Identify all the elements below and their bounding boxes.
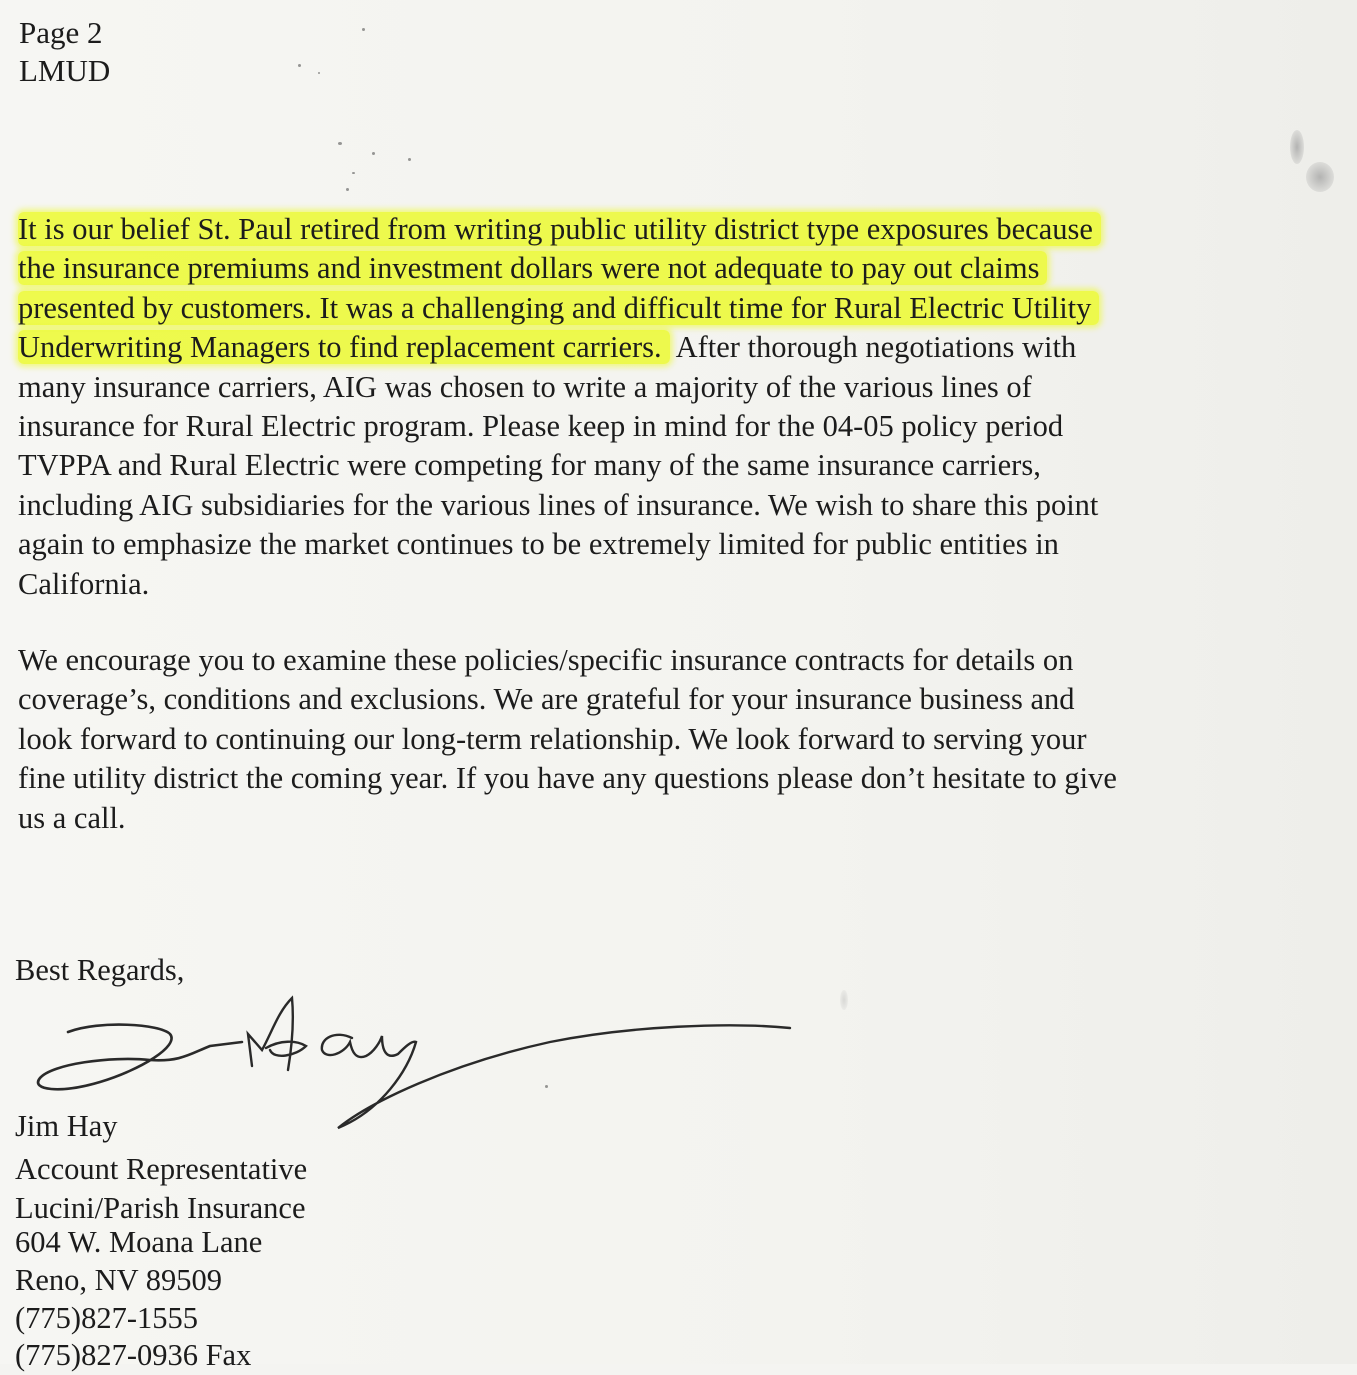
- scan-speck: [338, 142, 342, 145]
- text-line: many insurance carriers, AIG was chosen to write a majority of the various lines of: [18, 369, 1032, 404]
- company-name: Lucini/Parish Insurance: [15, 1191, 306, 1225]
- text-line: including AIG subsidiaries for the various lines of insurance. We wish to share this point: [18, 487, 1099, 522]
- text-line: California.: [18, 566, 150, 601]
- page-number: Page 2: [19, 15, 103, 50]
- handwritten-signature: [30, 990, 810, 1140]
- scan-speck: [408, 158, 411, 161]
- paragraph-market-explanation: [18, 210, 1258, 604]
- text-line: fine utility district the coming year. If you have any questions please don’t hesitate to give: [18, 761, 1117, 796]
- scan-speck: [372, 152, 375, 155]
- text-line: TVPPA and Rural Electric were competing for many of the same insurance carriers,: [18, 448, 1041, 483]
- text-line: [18, 328, 1258, 367]
- text-line: [18, 249, 1258, 288]
- text-line: [18, 289, 1258, 328]
- recipient-code: LMUD: [19, 53, 111, 88]
- highlighted-text: It is our belief St. Paul retired from writing public utility district type exposures because: [18, 212, 1101, 246]
- plain-text: After thorough negotiations with: [669, 330, 1077, 365]
- text-line: insurance for Rural Electric program. Please keep in mind for the 04-05 policy period: [18, 409, 1064, 444]
- scan-smudge: [840, 990, 848, 1010]
- scan-speck: [298, 64, 301, 67]
- scan-smudge: [1290, 130, 1304, 164]
- address-city: Reno, NV 89509: [15, 1263, 223, 1297]
- text-line: [18, 210, 1258, 249]
- scan-speck: [352, 172, 355, 174]
- highlighted-text: Underwriting Managers to find replacement carriers.: [18, 330, 670, 364]
- phone-number: (775)827-1555: [15, 1301, 198, 1335]
- scan-speck: [318, 72, 320, 74]
- signer-title: Account Representative: [15, 1152, 308, 1186]
- text-line: again to emphasize the market continues to be extremely limited for public entities in: [18, 527, 1059, 562]
- paragraph-closing-remarks: [18, 641, 1258, 838]
- scan-speck: [362, 28, 365, 31]
- scan-smudge: [1306, 162, 1334, 192]
- text-line: We encourage you to examine these policies/specific insurance contracts for details on: [18, 643, 1074, 677]
- scan-speck: [346, 188, 349, 191]
- salutation: Best Regards,: [15, 953, 185, 987]
- highlighted-text: presented by customers. It was a challenging and difficult time for Rural Electric Utility: [18, 291, 1099, 325]
- address-street: 604 W. Moana Lane: [15, 1225, 263, 1259]
- text-line: coverage’s, conditions and exclusions. We are grateful for your insurance business and: [18, 682, 1075, 717]
- text-line: us a call.: [18, 800, 126, 835]
- fax-number: (775)827-0936 Fax: [15, 1338, 252, 1372]
- text-line: look forward to continuing our long-term relationship. We look forward to serving your: [18, 721, 1087, 756]
- signer-name: Jim Hay: [15, 1109, 118, 1143]
- highlighted-text: the insurance premiums and investment dollars were not adequate to pay out claims: [18, 251, 1047, 285]
